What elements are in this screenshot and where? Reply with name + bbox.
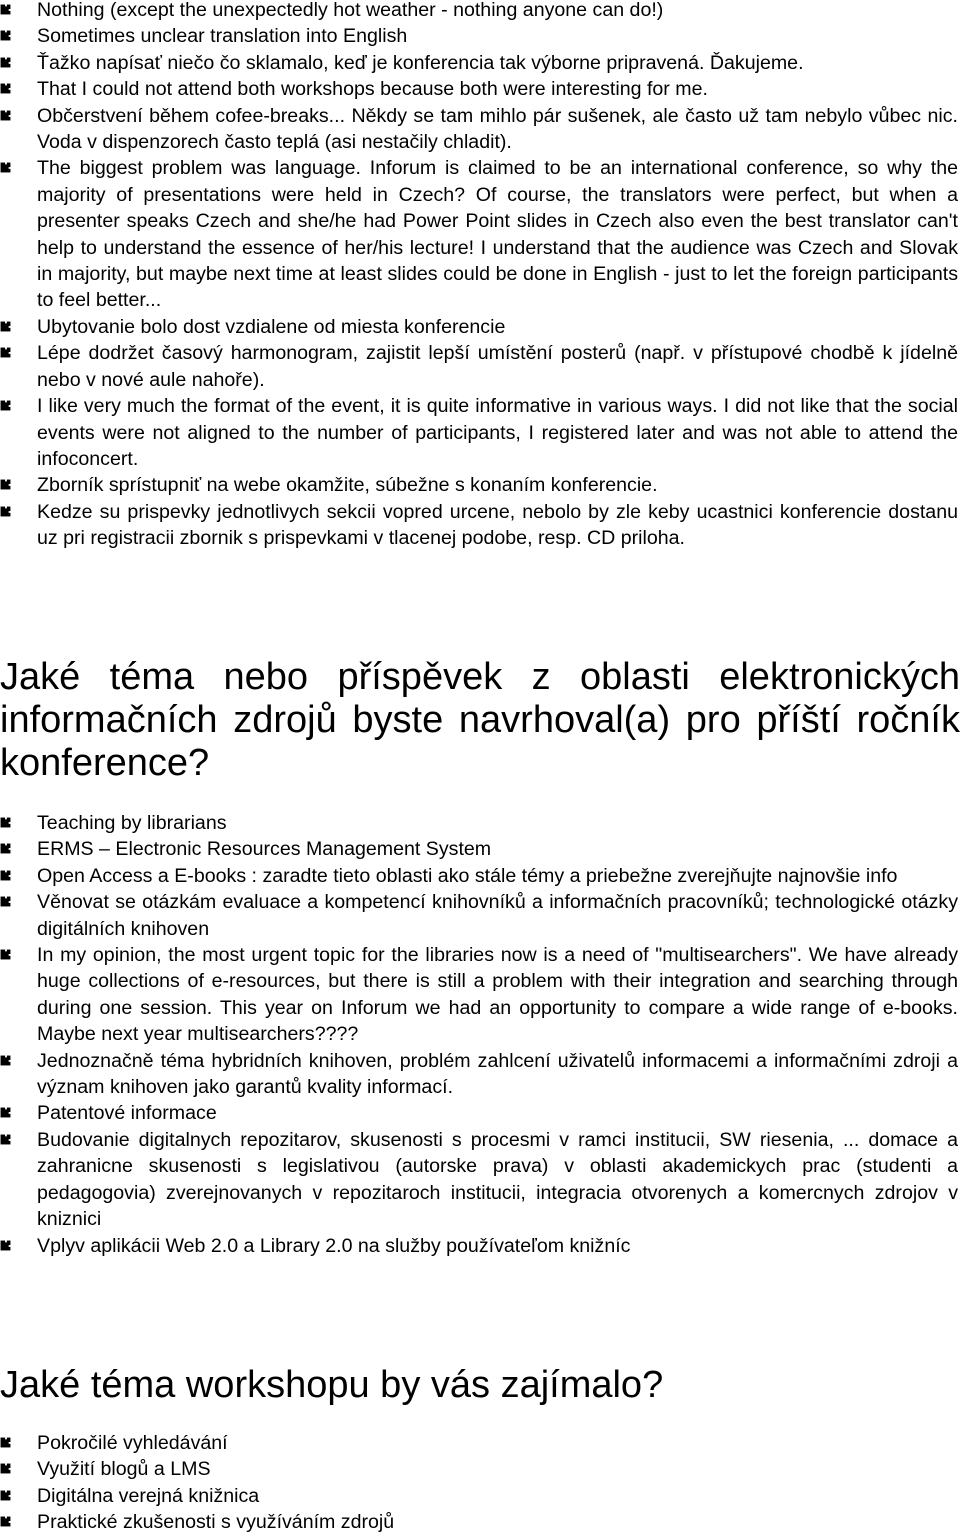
bullet-icon (1, 897, 11, 907)
question-heading-topics: Jaké téma nebo příspěvek z oblasti elektronických informačních zdrojů byste navrhoval(a) pro příští ročník konference? (0, 656, 960, 784)
bullet-icon (1, 163, 11, 173)
bullet-icon (1, 1134, 11, 1144)
list-item: Teaching by librarians (0, 810, 960, 836)
bullet-icon (1, 31, 11, 41)
list-item: Zborník sprístupniť na webe okamžite, súbežne s konaním konferencie. (0, 472, 960, 498)
bullet-icon (1, 5, 11, 15)
list-item: I like very much the format of the event, it is quite informative in various ways. I did not like that the social events were not aligned to the number of participants, I registered later and was not able to attend the infoconcert. (0, 393, 960, 472)
bullet-icon (1, 818, 11, 828)
bullet-icon (1, 84, 11, 94)
list-item: Nothing (except the unexpectedly hot weather - nothing anyone can do!) (0, 0, 960, 23)
list-item: Ťažko napísať niečo čo sklamalo, keď je konferencia tak výborne pripravená. Ďakujeme. (0, 50, 960, 76)
suggested-topics-section (0, 810, 960, 1259)
feedback-comments-section (0, 0, 960, 552)
list-item: Využití blogů a LMS (0, 1456, 960, 1482)
list-item: Sometimes unclear translation into English (0, 23, 960, 49)
bullet-icon (1, 1517, 11, 1527)
list-item: Pokročilé vyhledávání (0, 1430, 960, 1456)
bullet-icon (1, 1490, 11, 1500)
bullet-icon (1, 1438, 11, 1448)
list-item: Ubytovanie bolo dost vzdialene od miesta konferencie (0, 314, 960, 340)
bullet-icon (1, 1464, 11, 1474)
bullet-icon (1, 844, 11, 854)
topics-list (0, 810, 960, 1259)
list-item: The biggest problem was language. Inforum is claimed to be an international conference, so why the majority of presentations were held in Czech? Of course, the translators were perfect, but when a presenter speaks Czech and she/he had Power Point slides in Czech also even the best translator can't help to understand the essence of her/his lecture! I understand that the audience was Czech and Slovak in majority, but maybe next time at least slides could be done in English - just to let the foreign participants to feel better... (0, 155, 960, 313)
bullet-icon (1, 1240, 11, 1250)
bullet-icon (1, 1108, 11, 1118)
list-item: Patentové informace (0, 1100, 960, 1126)
bullet-icon (1, 110, 11, 120)
list-item: Praktické zkušenosti s využíváním zdrojů (0, 1509, 960, 1535)
bullet-icon (1, 348, 11, 358)
list-item: Digitálna verejná knižnica (0, 1483, 960, 1509)
list-item: Open Access a E-books : zaradte tieto oblasti ako stále témy a priebežne zverejňujte najnovšie info (0, 863, 960, 889)
bullet-icon (1, 870, 11, 880)
question-heading-workshop: Jaké téma workshopu by vás zajímalo? (0, 1364, 664, 1406)
list-item: Jednoznačně téma hybridních knihoven, problém zahlcení uživatelů informacemi a informačními zdroji a význam knihoven jako garantů kvality informací. (0, 1048, 960, 1101)
list-item: Vplyv aplikácii Web 2.0 a Library 2.0 na služby používateľom knižníc (0, 1233, 960, 1259)
bullet-icon (1, 1055, 11, 1065)
bullet-icon (1, 57, 11, 67)
workshop-list (0, 1430, 960, 1536)
bullet-icon (1, 480, 11, 490)
list-item: ERMS – Electronic Resources Management System (0, 836, 960, 862)
list-item: That I could not attend both workshops because both were interesting for me. (0, 76, 960, 102)
list-item: Budovanie digitalnych repozitarov, skusenosti s procesmi v ramci institucii, SW riesenia, ... domace a zahranicne skusenosti s legislativou (autorske prava) v oblasti akademickych prac (studenti a pedagogovia) zverejnovanych v repozitaroch institucii, integracia otvorenych a komercnych zdrojov v kniznici (0, 1127, 960, 1233)
bullet-icon (1, 506, 11, 516)
bullet-icon (1, 950, 11, 960)
bullet-icon (1, 321, 11, 331)
list-item: Občerstvení během cofee-breaks... Někdy se tam mihlo pár sušenek, ale často už tam nebylo vůbec nic. Voda v dispenzorech často teplá (asi nestačily chladit). (0, 103, 960, 156)
list-item: Lépe dodržet časový harmonogram, zajistit lepší umístění posterů (např. v přístupové chodbě k jídelně nebo v nové aule nahoře). (0, 340, 960, 393)
list-item: Kedze su prispevky jednotlivych sekcii vopred urcene, nebolo by zle keby ucastnici konferencie dostanu uz pri registracii zbornik s prispevkami v tlacenej podobe, resp. CD priloha. (0, 499, 960, 552)
workshop-topics-section (0, 1430, 960, 1536)
feedback-list (0, 0, 960, 552)
bullet-icon (1, 401, 11, 411)
list-item: In my opinion, the most urgent topic for the libraries now is a need of "multisearchers". We have already huge collections of e-resources, but there is still a problem with their integration and searching through during one session. This year on Inforum we had an opportunity to compare a wide range of e-books. Maybe next year multisearchers???? (0, 942, 960, 1048)
list-item: Věnovat se otázkám evaluace a kompetencí knihovníků a informačních pracovníků; technologické otázky digitálních knihoven (0, 889, 960, 942)
